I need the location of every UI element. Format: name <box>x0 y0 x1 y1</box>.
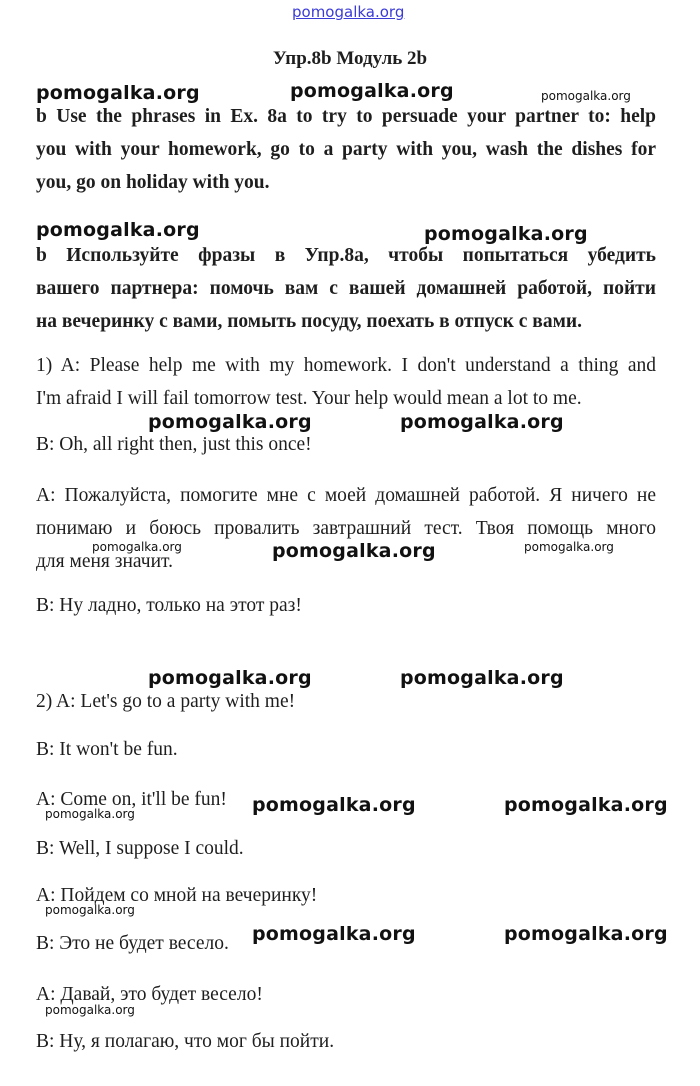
task-ru-line: b Используйте фразы в Упр.8а, чтобы попытаться убедить <box>36 245 656 266</box>
dialogue2-b-russian-1: B: Это не будет весело. <box>36 933 229 954</box>
watermark: pomogalka.org <box>45 807 135 821</box>
task-en-line: you with your homework, go to a party with you, wash the dishes for <box>36 139 656 160</box>
dialogue2-a-english-2: A: Come on, it'll be fun! <box>36 789 227 810</box>
watermark: pomogalka.org <box>92 540 182 554</box>
watermark: pomogalka.org <box>252 794 416 816</box>
watermark: pomogalka.org <box>504 923 668 945</box>
dialogue1-b-english: B: Oh, all right then, just this once! <box>36 434 312 455</box>
dialogue1-a-english <box>36 349 656 415</box>
dialogue1-a-russian <box>36 479 656 578</box>
task-en-line: you, go on holiday with you. <box>36 172 270 193</box>
watermark: pomogalka.org <box>36 219 200 241</box>
dialogue2-a-english-1: 2) A: Let's go to a party with me! <box>36 691 296 712</box>
dialogue2-b-english-1: B: It won't be fun. <box>36 739 178 760</box>
dialogue-line: I'm afraid I will fail tomorrow test. Your help would mean a lot to me. <box>36 388 582 409</box>
dialogue2-b-english-2: B: Well, I suppose I could. <box>36 838 244 859</box>
watermark: pomogalka.org <box>252 923 416 945</box>
task-en-line: b Use the phrases in Ex. 8a to try to persuade your partner to: help <box>36 106 656 127</box>
watermark-top-link[interactable]: pomogalka.org <box>292 3 405 21</box>
watermark: pomogalka.org <box>45 903 135 917</box>
dialogue2-b-russian-2: B: Ну, я полагаю, что мог бы пойти. <box>36 1031 335 1052</box>
watermark: pomogalka.org <box>541 89 631 103</box>
watermark: pomogalka.org <box>36 82 200 104</box>
dialogue-line: для меня значит. <box>36 551 173 572</box>
dialogue-line: 1) A: Please help me with my homework. I don't understand a thing and <box>36 355 656 376</box>
task-russian <box>36 239 656 338</box>
watermark: pomogalka.org <box>148 411 312 433</box>
watermark: pomogalka.org <box>148 667 312 689</box>
watermark: pomogalka.org <box>504 794 668 816</box>
dialogue1-b-russian: B: Ну ладно, только на этот раз! <box>36 595 302 616</box>
watermark: pomogalka.org <box>400 411 564 433</box>
watermark: pomogalka.org <box>272 540 436 562</box>
task-english <box>36 100 656 199</box>
task-ru-line: вашего партнера: помочь вам с вашей домашней работой, пойти <box>36 278 656 299</box>
page-title: Упр.8b Модуль 2b <box>272 48 428 69</box>
watermark: pomogalka.org <box>45 1003 135 1017</box>
watermark: pomogalka.org <box>524 540 614 554</box>
watermark: pomogalka.org <box>290 80 454 102</box>
dialogue2-a-russian-1: A: Пойдем со мной на вечеринку! <box>36 885 318 906</box>
dialogue-line: понимаю и боюсь провалить завтрашний тест. Твоя помощь много <box>36 518 656 539</box>
watermark: pomogalka.org <box>400 667 564 689</box>
watermark: pomogalka.org <box>424 223 588 245</box>
task-ru-line: на вечеринку с вами, помыть посуду, поехать в отпуск с вами. <box>36 311 582 332</box>
dialogue2-a-russian-2: A: Давай, это будет весело! <box>36 984 263 1005</box>
dialogue-line: A: Пожалуйста, помогите мне с моей домашней работой. Я ничего не <box>36 485 656 506</box>
